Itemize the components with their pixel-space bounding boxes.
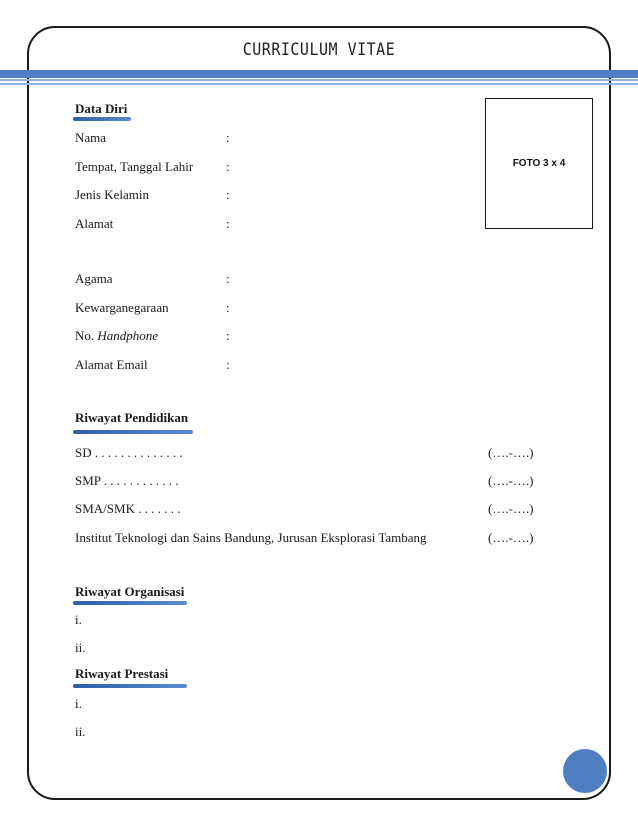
section-heading-prestasi: Riwayat Prestasi xyxy=(75,666,169,681)
field-label-nama: Nama xyxy=(75,130,107,145)
field-colon: : xyxy=(226,159,230,174)
field-colon: : xyxy=(226,328,230,343)
field-colon: : xyxy=(226,130,230,145)
education-item: SD . . . . . . . . . . . . . . xyxy=(75,445,183,460)
field-label-jenis-kelamin: Jenis Kelamin xyxy=(75,187,150,202)
section-underline xyxy=(73,684,187,688)
page-title: CURRICULUM VITAE xyxy=(242,38,396,60)
organisation-item: i. xyxy=(75,612,82,627)
education-item: SMP . . . . . . . . . . . . xyxy=(75,473,179,488)
photo-placeholder xyxy=(485,98,593,229)
field-colon: : xyxy=(226,357,230,372)
field-colon: : xyxy=(226,271,230,286)
field-label-kewarganegaraan: Kewarganegaraan xyxy=(75,300,169,315)
field-label-agama: Agama xyxy=(75,271,113,286)
education-item: Institut Teknologi dan Sains Bandung, Jurusan Eksplorasi Tambang xyxy=(75,530,427,545)
field-colon: : xyxy=(226,187,230,202)
achievement-item: i. xyxy=(75,696,82,711)
field-label-italic: Handphone xyxy=(97,328,159,343)
photo-label: FOTO 3 x 4 xyxy=(512,158,566,169)
education-period: (….-….) xyxy=(488,473,534,488)
section-heading-organisasi: Riwayat Organisasi xyxy=(75,584,185,599)
education-period: (….-….) xyxy=(488,530,534,545)
education-item: SMA/SMK . . . . . . . xyxy=(75,501,181,516)
achievement-item: ii. xyxy=(75,724,86,739)
field-label-tempat-tanggal-lahir: Tempat, Tanggal Lahir xyxy=(75,159,194,174)
header-band-line xyxy=(0,83,638,85)
header-band xyxy=(0,70,638,78)
section-underline xyxy=(73,430,193,434)
section-underline xyxy=(73,117,131,121)
field-label-alamat: Alamat xyxy=(75,216,114,231)
field-label-alamat-email: Alamat Email xyxy=(75,357,148,372)
field-colon: : xyxy=(226,300,230,315)
education-period: (….-….) xyxy=(488,445,534,460)
education-period: (….-….) xyxy=(488,501,534,516)
header-band-line xyxy=(0,79,638,81)
section-heading-data-diri: Data Diri xyxy=(75,101,128,116)
field-label-handphone xyxy=(75,328,158,344)
section-underline xyxy=(73,601,187,605)
field-label-prefix: No. xyxy=(75,328,98,343)
section-heading-pendidikan: Riwayat Pendidikan xyxy=(75,410,189,425)
corner-circle-decoration xyxy=(563,749,607,793)
field-colon: : xyxy=(226,216,230,231)
organisation-item: ii. xyxy=(75,640,86,655)
